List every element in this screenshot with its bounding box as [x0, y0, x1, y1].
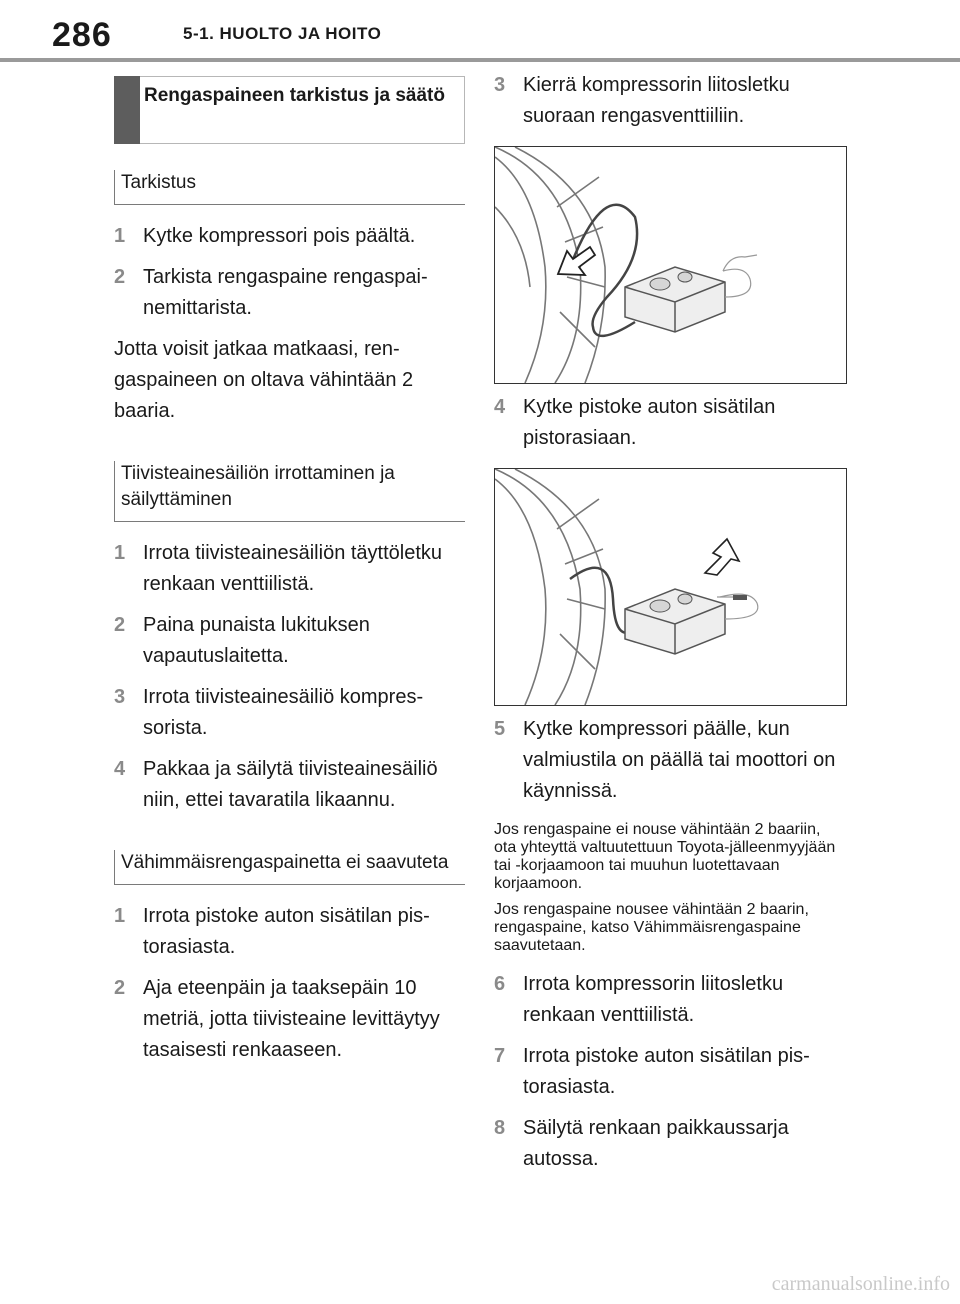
- title-accent-bar: [114, 76, 140, 144]
- subhead-min-pressure: Vähimmäisrengaspainetta ei saavuteta: [114, 850, 465, 885]
- step-text: Paina punaista lukituksen vapautuslaitetta.: [143, 614, 370, 667]
- step: [114, 901, 465, 963]
- step: [114, 262, 465, 324]
- step: [494, 70, 847, 132]
- step-text: Kytke kompressori pois päältä.: [143, 225, 416, 247]
- compressor-icon: [625, 267, 725, 332]
- step-text: Irrota pistoke auton sisätilan pistorasiasta.: [523, 1045, 810, 1098]
- step-number: 5: [494, 718, 506, 740]
- watermark: carmanualsonline.info: [771, 1273, 950, 1295]
- step: [114, 538, 465, 600]
- step-text: Tarkista rengaspaine rengaspainemittarista.: [143, 266, 428, 319]
- step-number: 2: [114, 614, 126, 636]
- header-rule: [0, 58, 960, 62]
- paragraph: Jotta voisit jatkaa matkaasi, rengaspaineen on oltava vähintään 2 baaria.: [114, 338, 414, 422]
- section-title: 5-1. HUOLTO JA HOITO: [183, 24, 382, 43]
- left-column: [114, 76, 465, 1076]
- step: [494, 1041, 847, 1103]
- step: [494, 969, 847, 1031]
- step-text: Irrota pistoke auton sisätilan pistorasiasta.: [143, 905, 430, 958]
- tire-plug-illustration: [495, 469, 846, 705]
- step-number: 2: [114, 266, 126, 288]
- step-text: Irrota tiivisteainesäiliö kompressorista.: [143, 686, 424, 739]
- step-text: Irrota tiivisteainesäiliön täyttöletku renkaan venttiilistä.: [143, 542, 443, 595]
- step: [494, 1113, 847, 1175]
- step-number: 7: [494, 1045, 506, 1067]
- subhead-container-removal: Tiivisteainesäiliön irrottaminen ja säilyttäminen: [114, 461, 465, 522]
- step-number: 1: [114, 905, 126, 927]
- step-text: Pakkaa ja säilytä tiivisteainesäiliö niin, ettei tavaratila likaannu.: [143, 758, 438, 811]
- step: [114, 682, 465, 744]
- subhead-tarkistus: Tarkistus: [114, 170, 465, 205]
- step-number: 6: [494, 973, 506, 995]
- arrow-icon: [705, 539, 739, 575]
- step-number: 4: [494, 396, 506, 418]
- step-number: 3: [114, 686, 126, 708]
- step-number: 4: [114, 758, 126, 780]
- step-number: 1: [114, 225, 126, 247]
- step-text: Kierrä kompressorin liitosletku suoraan rengasventtiiliin.: [523, 74, 790, 127]
- step-number: 8: [494, 1117, 506, 1139]
- step-text: Säilytä renkaan paikkaussarja autossa.: [523, 1117, 789, 1170]
- step-text: Aja eteenpäin ja taaksepäin 10 metriä, jotta tiivisteaine levittäytyy tasaisesti renkaaseen.: [143, 977, 440, 1061]
- right-column: [494, 70, 847, 1185]
- step: [494, 392, 847, 454]
- section-title-box: [114, 76, 465, 144]
- tire-hose-illustration: [495, 147, 846, 383]
- compressor-icon: [625, 589, 725, 654]
- page-header: [0, 0, 960, 64]
- box-title: Rengaspaineen tarkistus ja säätö: [144, 85, 445, 106]
- step: [114, 221, 465, 252]
- step: [114, 754, 465, 816]
- step-text: Kytke kompressori päälle, kun valmiustila on päällä tai moottori on käynnissä.: [523, 718, 836, 802]
- step: [114, 973, 465, 1066]
- illustration-hose-to-valve: [494, 146, 847, 384]
- note: Jos rengaspaine ei nouse vähintään 2 baariin, ota yhteyttä valtuutettuun Toyota-jälleenmyyjään tai -korjaamoon tai muuhun luotettavaan korjaamoon.: [494, 821, 836, 892]
- step-number: 2: [114, 977, 126, 999]
- plug-icon: [733, 595, 747, 600]
- step: [494, 714, 847, 807]
- step-number: 3: [494, 74, 506, 96]
- step-number: 1: [114, 542, 126, 564]
- page-number: 286: [52, 16, 112, 54]
- illustration-plug-socket: [494, 468, 847, 706]
- step-text: Kytke pistoke auton sisätilan pistorasiaan.: [523, 396, 776, 449]
- step-text: Irrota kompressorin liitosletku renkaan venttiilistä.: [523, 973, 784, 1026]
- step: [114, 610, 465, 672]
- note: Jos rengaspaine nousee vähintään 2 baarin, rengaspaine, katso Vähimmäisrengaspaine saavutetaan.: [494, 901, 809, 954]
